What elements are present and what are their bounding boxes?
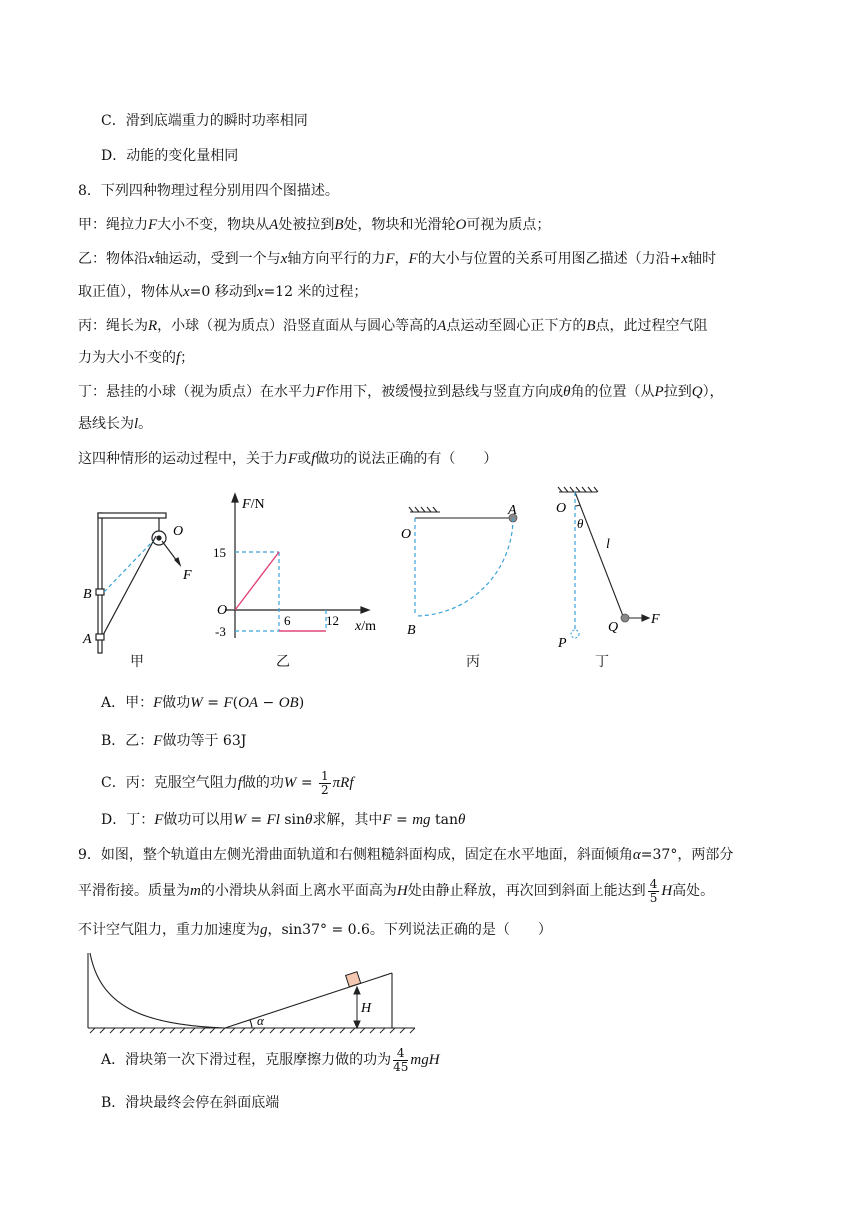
figure-bing	[395, 500, 530, 645]
q8-jia-text: 甲：绳拉力F大小不变，物块从A处被拉到B处，物块和光滑轮O可视为质点；	[78, 217, 551, 233]
q8-option-a: A．甲：F做功W = F(OA − OB)	[101, 695, 305, 711]
caption-yi: 乙	[276, 654, 290, 670]
yi-ylabel: F/N	[242, 497, 265, 512]
yi-tick-15: 15	[213, 545, 226, 560]
caption-ding: 丁	[595, 654, 609, 670]
q8-stem: 8．下列四种物理过程分别用四个图描述。	[78, 183, 339, 199]
q8-bing-text-2: 力为大小不变的f；	[78, 350, 195, 366]
bing-label-B: B	[407, 623, 416, 638]
q8-ding-text-2: 悬线长为l。	[78, 416, 153, 432]
jia-label-F: F	[183, 568, 192, 583]
q8-yi-text-2: 取正值），物体从x=0 移动到x=12 米的过程；	[78, 284, 368, 300]
q8-bing-text-1: 丙：绳长为R，小球（视为质点）沿竖直面从与圆心等高的A点运动至圆心正下方的B点，此过程空气阻	[78, 318, 708, 334]
q9-option-b: B．滑块最终会停在斜面底端	[101, 1095, 280, 1111]
yi-tick-6: 6	[284, 613, 291, 628]
ding-label-F: F	[651, 612, 660, 627]
q9-label-H: H	[361, 1001, 372, 1016]
q8-option-d: D．丁：F做功可以用W = Fl sinθ求解，其中F = mg tanθ	[101, 812, 466, 828]
caption-jia: 甲	[130, 654, 144, 670]
yi-tick-12: 12	[326, 613, 339, 628]
jia-label-O: O	[173, 524, 184, 539]
q9-stem-2: 平滑衔接。质量为m的小滑块从斜面上离水平面高为H处由静止释放，再次回到斜面上能达到 $\frac{4}{5}$ H高处。	[78, 876, 715, 905]
ding-label-P: P	[558, 636, 567, 651]
q9-option-a: A．滑块第一次下滑过程，克服摩擦力做的功为 $\frac{4}{45}$ mgH	[101, 1045, 440, 1074]
figure-ding	[553, 484, 673, 654]
figure-q9-track	[80, 945, 420, 1037]
ding-label-Q: Q	[608, 620, 619, 635]
yi-origin: O	[217, 603, 228, 618]
ding-label-l: l	[606, 537, 610, 552]
q9-stem-3: 不计空气阻力，重力加速度为g，sin37° = 0.6。下列说法正确的是（ ）	[78, 922, 552, 938]
yi-tick-m3: -3	[215, 624, 226, 639]
ground-hatch	[90, 1028, 415, 1033]
figure-yi	[205, 490, 390, 650]
q7-option-c: C．滑到底端重力的瞬时功率相同	[101, 113, 308, 129]
q8-question: 这四种情形的运动过程中，关于力F或f做功的说法正确的有（ ）	[78, 451, 498, 467]
q8-ding-text-1: 丁：悬挂的小球（视为质点）在水平力F作用下，被缓慢拉到悬线与竖直方向成θ角的位置（从P拉到Q），	[78, 384, 724, 400]
jia-label-A: A	[83, 632, 92, 647]
q9-label-alpha: α	[257, 1013, 264, 1028]
bing-label-O: O	[401, 527, 412, 542]
figure-jia	[80, 505, 200, 675]
q9-stem-1: 9．如图，整个轨道由左侧光滑曲面轨道和右侧粗糙斜面构成，固定在水平地面，斜面倾角α=37°，两部分	[78, 847, 734, 863]
jia-label-B: B	[83, 587, 92, 602]
ding-label-O: O	[556, 501, 567, 516]
q8-option-c: C．丙：克服空气阻力f做的功W = $\frac{1}{2}$ πRf	[101, 768, 354, 797]
yi-xlabel: x/m	[355, 619, 376, 634]
caption-bing: 丙	[466, 654, 480, 670]
q7-option-d: D．动能的变化量相同	[101, 148, 239, 164]
bing-label-A: A	[508, 503, 517, 518]
q8-option-b: B．乙：F做功等于 63J	[101, 733, 247, 749]
q8-yi-text-1: 乙：物体沿x轴运动，受到一个与x轴方向平行的力F，F的大小与位置的关系可用图乙描述（力沿+x轴时	[78, 251, 717, 267]
ding-label-theta: θ	[577, 516, 584, 531]
